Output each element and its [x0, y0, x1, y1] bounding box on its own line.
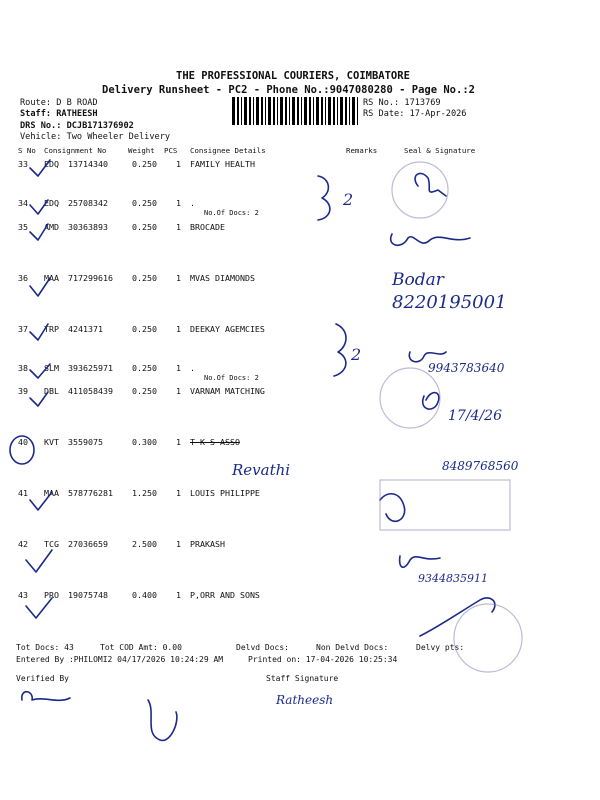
phone-text: 9344835911 — [418, 572, 488, 585]
signature-scribble — [391, 234, 470, 245]
barcode-bar — [349, 97, 350, 125]
row-weight: 1.250 — [132, 488, 157, 498]
row-weight: 0.250 — [132, 222, 157, 232]
vehicle-label: Vehicle: Two Wheeler Delivery — [20, 132, 171, 142]
row-weight: 0.250 — [132, 324, 157, 334]
row-pcs: 1 — [176, 198, 181, 208]
company-name: THE PROFESSIONAL COURIERS, COIMBATORE — [176, 70, 410, 82]
row-prefix: KVT — [44, 437, 59, 447]
tick-mark — [26, 550, 52, 572]
row-pcs: 1 — [176, 488, 181, 498]
table-row — [0, 324, 600, 336]
table-row — [0, 273, 600, 285]
row-sno: 38 — [18, 363, 28, 373]
row-docs-count: No.Of Docs: 2 — [204, 374, 259, 382]
row-consignment: 578776281 — [68, 488, 113, 498]
col-weight: Weight — [128, 146, 155, 155]
barcode-bar — [237, 97, 239, 125]
stamp-circle — [380, 368, 440, 428]
table-row — [0, 222, 600, 234]
row-weight: 0.250 — [132, 159, 157, 169]
row-consignee: VARNAM MATCHING — [190, 386, 265, 396]
barcode-bar — [261, 97, 263, 125]
barcode-bar — [268, 97, 271, 125]
row-weight: 0.250 — [132, 386, 157, 396]
row-prefix: TRP — [44, 324, 59, 334]
row-consignment: 4241371 — [68, 324, 103, 334]
barcode-bar — [244, 97, 247, 125]
row-weight: 0.400 — [132, 590, 157, 600]
barcode-bar — [313, 97, 314, 125]
rs-number: RS No.: 1713769 — [363, 98, 441, 108]
row-weight: 0.250 — [132, 273, 157, 283]
row-consignee: LOUIS PHILIPPE — [190, 488, 260, 498]
row-weight: 0.300 — [132, 437, 157, 447]
phone-text: 9943783640 — [428, 361, 505, 375]
row-consignee: . — [190, 363, 195, 373]
row-prefix: PRO — [44, 590, 59, 600]
barcode-bar — [256, 97, 259, 125]
barcode-bar — [289, 97, 290, 125]
signature-scribble — [409, 352, 446, 362]
signature-text: Ratheesh — [276, 693, 334, 707]
signature-scribble — [420, 598, 495, 636]
row-prefix: SLM — [44, 363, 59, 373]
table-row — [0, 386, 600, 398]
row-pcs: 1 — [176, 324, 181, 334]
row-docs-count: No.Of Docs: 2 — [204, 209, 259, 217]
table-row — [0, 437, 600, 449]
col-sno: S No — [18, 146, 36, 155]
barcode-bar — [253, 97, 254, 125]
barcode-bar — [352, 97, 355, 125]
stamp-circle — [454, 604, 522, 672]
date-text: 17/4/26 — [448, 408, 502, 424]
table-row — [0, 590, 600, 602]
row-consignee: . — [190, 198, 195, 208]
barcode-bar — [328, 97, 331, 125]
row-weight: 2.500 — [132, 539, 157, 549]
table-row — [0, 198, 600, 210]
barcode-bar — [292, 97, 295, 125]
drs-number: DRS No.: DCJB171376902 — [20, 121, 134, 131]
barcode-bar — [301, 97, 302, 125]
table-row — [0, 159, 600, 171]
col-consignment: Consignment No — [44, 146, 107, 155]
row-pcs: 1 — [176, 222, 181, 232]
row-prefix: EDQ — [44, 198, 59, 208]
row-prefix: DBL — [44, 386, 59, 396]
signature-scribble — [148, 700, 177, 740]
phone-text: 8489768560 — [442, 459, 519, 473]
row-consignment: 411058439 — [68, 386, 113, 396]
row-prefix: EDQ — [44, 159, 59, 169]
row-weight: 0.250 — [132, 363, 157, 373]
row-pcs: 1 — [176, 590, 181, 600]
signature-scribble — [22, 692, 70, 701]
signature-scribble — [400, 556, 440, 567]
printed-on: Printed on: 17-04-2026 10:25:34 — [248, 655, 398, 664]
total-docs: Tot Docs: 43 — [16, 643, 74, 652]
col-pcs: PCS — [164, 146, 178, 155]
row-pcs: 1 — [176, 437, 181, 447]
row-prefix: AMD — [44, 222, 59, 232]
row-consignee: P,ORR AND SONS — [190, 590, 260, 600]
barcode — [232, 97, 358, 125]
row-pcs: 1 — [176, 363, 181, 373]
total-cod-amount: Tot COD Amt: 0.00 — [100, 643, 182, 652]
barcode-bar — [333, 97, 335, 125]
row-sno: 35 — [18, 222, 28, 232]
barcode-bar — [241, 97, 242, 125]
table-row — [0, 363, 600, 375]
barcode-bar — [337, 97, 338, 125]
table-row — [0, 539, 600, 551]
row-consignee: BROCADE — [190, 222, 225, 232]
row-consignment: 19075748 — [68, 590, 108, 600]
barcode-bar — [265, 97, 266, 125]
barcode-bar — [316, 97, 319, 125]
barcode-bar — [297, 97, 299, 125]
remark-b: 2 — [351, 345, 362, 364]
staff-label: Staff: RATHEESH — [20, 109, 98, 119]
phone-text: 8220195001 — [392, 292, 507, 313]
row-sno: 41 — [18, 488, 28, 498]
barcode-bar — [277, 97, 278, 125]
row-sno: 37 — [18, 324, 28, 334]
row-consignee: PRAKASH — [190, 539, 225, 549]
row-consignee: MVAS DIAMONDS — [190, 273, 255, 283]
row-consignment: 13714340 — [68, 159, 108, 169]
delivery-points: Delvy pts: — [416, 643, 465, 652]
barcode-bar — [321, 97, 323, 125]
row-sno: 33 — [18, 159, 28, 169]
signature-text: Bodar — [392, 270, 444, 290]
row-sno: 43 — [18, 590, 28, 600]
row-pcs: 1 — [176, 159, 181, 169]
remark-a: 2 — [343, 190, 354, 209]
signature-text: Revathi — [232, 461, 291, 479]
barcode-bar — [340, 97, 343, 125]
barcode-bar — [285, 97, 287, 125]
row-consignment: 3559075 — [68, 437, 103, 447]
col-consignee: Consignee Details — [190, 146, 266, 155]
barcode-bar — [357, 97, 358, 125]
barcode-bar — [280, 97, 283, 125]
entered-by: Entered By :PHILOMI2 04/17/2026 10:24:29 AM — [16, 655, 224, 664]
row-consignee: FAMILY HEALTH — [190, 159, 255, 169]
row-consignment: 30363893 — [68, 222, 108, 232]
row-consignment: 393625971 — [68, 363, 113, 373]
runsheet-title: Delivery Runsheet - PC2 - Phone No.:9047080280 - Page No.:2 — [102, 84, 475, 96]
barcode-bar — [325, 97, 326, 125]
row-weight: 0.250 — [132, 198, 157, 208]
row-sno: 39 — [18, 386, 28, 396]
row-prefix: MAA — [44, 488, 59, 498]
rs-date: RS Date: 17-Apr-2026 — [363, 109, 467, 119]
row-prefix: TCG — [44, 539, 59, 549]
row-consignment: 717299616 — [68, 273, 113, 283]
row-prefix: MAA — [44, 273, 59, 283]
row-sno: 36 — [18, 273, 28, 283]
barcode-bar — [249, 97, 251, 125]
route-label: Route: D B ROAD — [20, 98, 98, 108]
col-seal-signature: Seal & Signature — [404, 146, 476, 155]
barcode-bar — [345, 97, 347, 125]
delivered-docs: Delvd Docs: — [236, 643, 289, 652]
table-row — [0, 488, 600, 500]
row-pcs: 1 — [176, 539, 181, 549]
barcode-bar — [273, 97, 275, 125]
staff-signature-label: Staff Signature — [266, 674, 339, 683]
row-consignment: 27036659 — [68, 539, 108, 549]
row-consignee: T K S ASSO — [190, 437, 240, 447]
barcode-bar — [232, 97, 235, 125]
row-pcs: 1 — [176, 273, 181, 283]
row-consignee: DEEKAY AGEMCIES — [190, 324, 265, 334]
non-delivered-docs: Non Delvd Docs: — [316, 643, 389, 652]
barcode-bar — [304, 97, 307, 125]
signature-scribble — [415, 173, 446, 196]
verified-by-label: Verified By — [16, 674, 69, 683]
col-remarks: Remarks — [346, 146, 378, 155]
barcode-bar — [309, 97, 311, 125]
row-sno: 42 — [18, 539, 28, 549]
row-pcs: 1 — [176, 386, 181, 396]
row-sno: 34 — [18, 198, 28, 208]
row-consignment: 25708342 — [68, 198, 108, 208]
row-sno: 40 — [18, 437, 28, 447]
